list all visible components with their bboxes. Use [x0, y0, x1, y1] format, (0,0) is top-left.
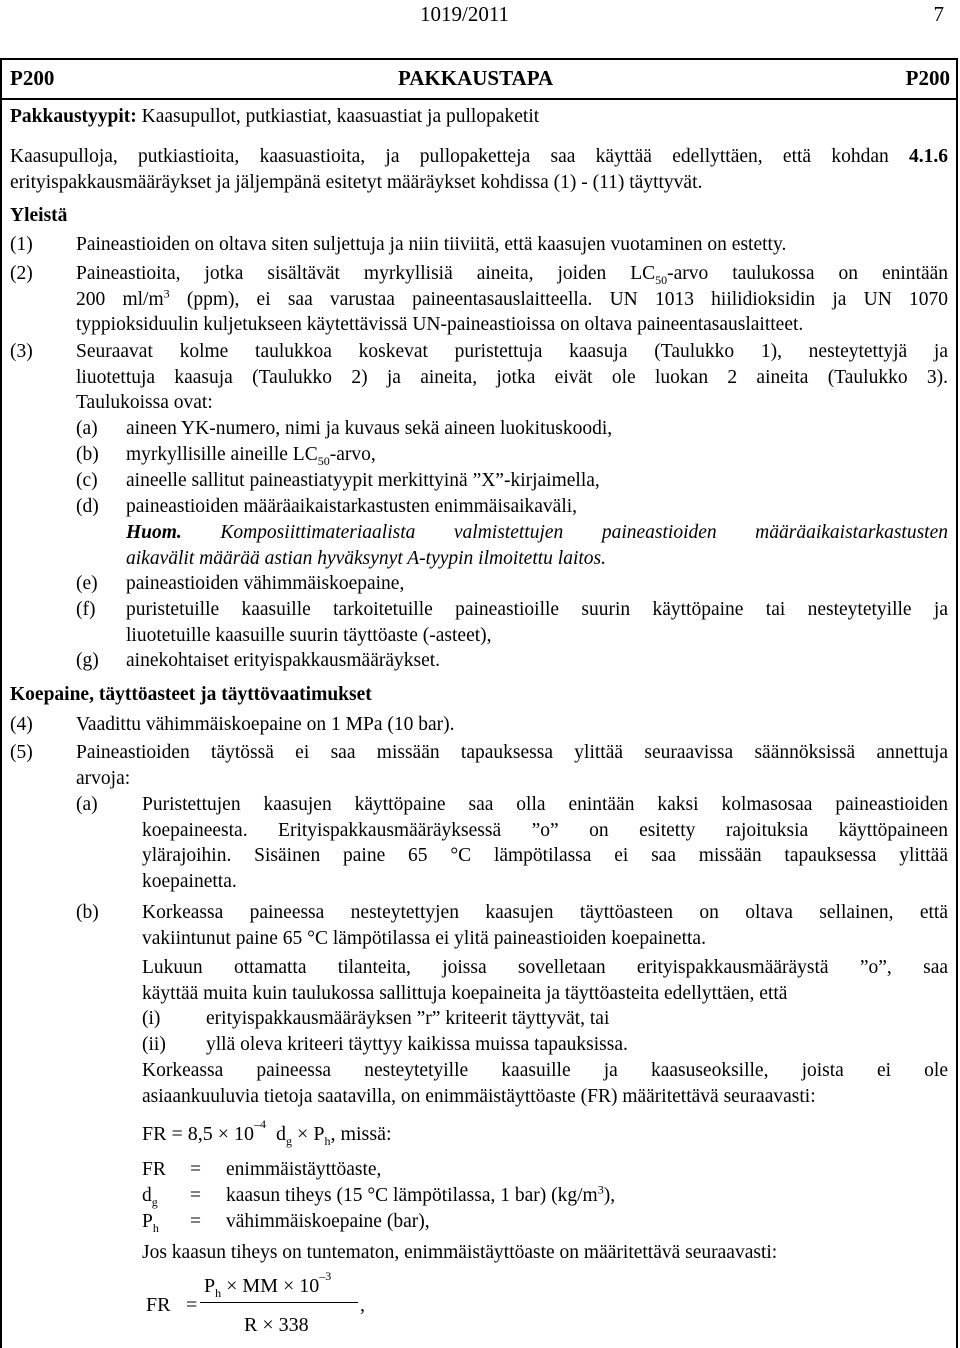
p5-line-1: Paineastioiden täytössä ei saa missään tapauksessa ylittää seuraavissa säännöksissä annettuja [76, 742, 948, 763]
instruction-header [2, 60, 958, 100]
p5-ii-text: yllä oleva kriteeri täyttyy kaikissa muissa tapauksissa. [206, 1034, 628, 1055]
note-line-2: aikavälit määrää astian hyväksynyt A-tyypin ilmoitettu laitos. [126, 547, 607, 569]
instruction-title: PAKKAUSTAPA [398, 66, 554, 90]
item-label: (d) [76, 496, 99, 517]
page-number: 7 [933, 2, 944, 26]
fraction-denominator: R × 338 [244, 1314, 309, 1336]
definition-row: $d_g$ [142, 1185, 158, 1209]
item-text: myrkyllisille aineille $LC_{50}$-arvo, [126, 444, 376, 468]
item-label: (f) [76, 599, 96, 620]
fraction-bar [200, 1302, 358, 1303]
item-label: (b) [76, 444, 99, 465]
intro-paragraph [10, 144, 948, 195]
item-label: (g) [76, 650, 99, 671]
page-header [0, 0, 960, 30]
general-heading: Yleistä [10, 205, 68, 226]
definition-row: FR [142, 1159, 166, 1180]
definition-eq: = [190, 1159, 201, 1180]
definition-text: vähimmäiskoepaine (bar), [226, 1211, 430, 1232]
test-heading: Koepaine, täyttöasteet ja täyttövaatimukset [10, 684, 372, 705]
p5-b-text: Korkeassa paineessa nesteytettyjen kaasujen täyttöasteen on oltava sellainen, että vakiintunut paine 65 °C lämpötilassa ei ylitä paineastioiden koepainetta. [142, 902, 948, 949]
paragraph-number: (3) [10, 341, 33, 362]
paragraph-4-text: Vaadittu vähimmäiskoepaine on 1 MPa (10 bar). [76, 714, 455, 735]
note-label: Huom. [126, 522, 182, 543]
intro-line-2: erityispakkausmääräykset ja jäljempänä esitetyt määräykset kohdissa (1) - (11) täyttyvät. [10, 171, 703, 193]
p2-line-2: 200 $ml/m^3$ (ppm), ei saa varustaa paineentasauslaitteella. UN 1013 hiilidioksidin ja UN 1070 [76, 286, 949, 310]
p2-line-1: Paineastioita, jotka sisältävät myrkyllisiä aineita, joiden $LC_{50}$-arvo taulukossa on enintään [76, 263, 948, 287]
paragraph-3-text [76, 339, 948, 416]
item-text: ainekohtaiset erityispakkausmääräykset. [126, 650, 441, 671]
definition-eq: = [190, 1185, 201, 1206]
paragraph-5-text [76, 740, 948, 791]
paragraph-number: (5) [10, 742, 33, 763]
paragraph-number: (4) [10, 714, 33, 735]
fraction-numerator: $P_h$ × MM × $10^{-3}$ [204, 1269, 332, 1300]
note [126, 520, 948, 571]
p5-d-text: Korkeassa paineessa nesteytetyille kaasuille ja kaasuseoksille, joista ei ole asiaankuuluvia tietoja saatavilla, on enimmäistäyttöaste (FR) määritettävä seuraavasti: [142, 1060, 948, 1107]
item-label: (a) [76, 794, 98, 815]
instruction-code-left: P200 [10, 66, 55, 90]
note-line-1: Huom. Komposiittimateriaalista valmistettujen paineastioiden määräaikaistarkastusten [126, 522, 948, 543]
p3-line-2: liuotettuja kaasuja (Taulukko 2) ja aineita, jotka eivät ole luokan 2 aineita (Taulukko 3). [76, 366, 948, 388]
intro-line-1: Kaasupulloja, putkiastioita, kaasuastioita, ja pullopaketteja saa käyttää edellyttäen, että kohdan 4.1.6 [10, 146, 948, 167]
definition-row: $P_h$ [142, 1211, 159, 1235]
item-label: (a) [76, 418, 98, 439]
item-label: (e) [76, 573, 98, 594]
item-label: (b) [76, 902, 99, 923]
p5-line-2: arvoja: [76, 767, 131, 789]
item-text: puristetuille kaasuille tarkoitetuille paineastioille suurin käyttöpaine tai nesteytetyille ja liuotetuille kaasuille suurin täyttöaste (-asteet), [126, 599, 948, 646]
item-label: (ii) [142, 1034, 166, 1055]
packaging-types [10, 104, 539, 130]
p2-line-3: typpioksiduulin kuljetukseen käytettävissä UN-paineastioissa on oltava paineentasauslaitteet. [76, 314, 804, 335]
instruction-code-right: P200 [905, 66, 950, 90]
paragraph-2-text [76, 261, 948, 338]
packaging-types-label: Pakkaustyypit: [10, 106, 137, 127]
item-text: aineen YK-numero, nimi ja kuvaus sekä aineen luokituskoodi, [126, 418, 613, 439]
paragraph-1-text: Paineastioiden on oltava siten suljettuja ja niin tiiviitä, että kaasujen vuotaminen on estetty. [76, 234, 787, 255]
p5-a-text: Puristettujen kaasujen käyttöpaine saa olla enintään kaksi kolmasosaa paineastioiden koepaineesta. Erityispakkausmääräyksessä ”o” on esitetty rajoituksia käyttöpaineen ylärajoihin. Sisäinen paine 65 °C lämpötilassa ei saa missään tapauksessa ylittää koepainetta. [142, 794, 948, 892]
p3-line-3: Taulukoissa ovat: [76, 392, 213, 413]
p3-line-1: Seuraavat kolme taulukkoa koskevat puristettuja kaasuja (Taulukko 1), nesteytettyjä ja [76, 341, 948, 362]
p5-c-text: Lukuun ottamatta tilanteita, joissa sovelletaan erityispakkausmääräystä ”o”, saa käyttää muita kuin taulukossa sallittuja koepaineita ja täyttöasteita edellyttäen, että [142, 957, 948, 1004]
p5-i-text: erityispakkausmääräyksen ”r” kriteerit täyttyvät, tai [206, 1008, 610, 1029]
section-reference: 4.1.6 [909, 146, 948, 167]
item-label: (c) [76, 470, 98, 491]
item-text: aineelle sallitut paineastiatyypit merkittyinä ”X”-kirjaimella, [126, 470, 600, 491]
definition-text: kaasun tiheys (15 °C lämpötilassa, 1 bar) $(kg/m^3)$, [226, 1182, 616, 1206]
formula-fill-ratio: FR = $8,5 \times 10^{-4}$ $d_g \times P_h$, missä: [142, 1117, 392, 1148]
document-date: 1019/2011 [420, 2, 510, 26]
item-text: paineastioiden vähimmäiskoepaine, [126, 573, 405, 594]
paragraph-number: (2) [10, 263, 33, 284]
item-label: (i) [142, 1008, 161, 1029]
definition-eq: = [190, 1211, 201, 1232]
packaging-types-text: Kaasupullot, putkiastiat, kaasuastiat ja pullopaketit [136, 106, 540, 127]
item-text: paineastioiden määräaikaistarkastusten enimmäisaikaväli, [126, 496, 578, 517]
paragraph-number: (1) [10, 234, 33, 255]
p5-tail-text: Jos kaasun tiheys on tuntematon, enimmäistäyttöaste on määritettävä seuraavasti: [142, 1242, 778, 1263]
definition-text: enimmäistäyttöaste, [226, 1159, 382, 1180]
